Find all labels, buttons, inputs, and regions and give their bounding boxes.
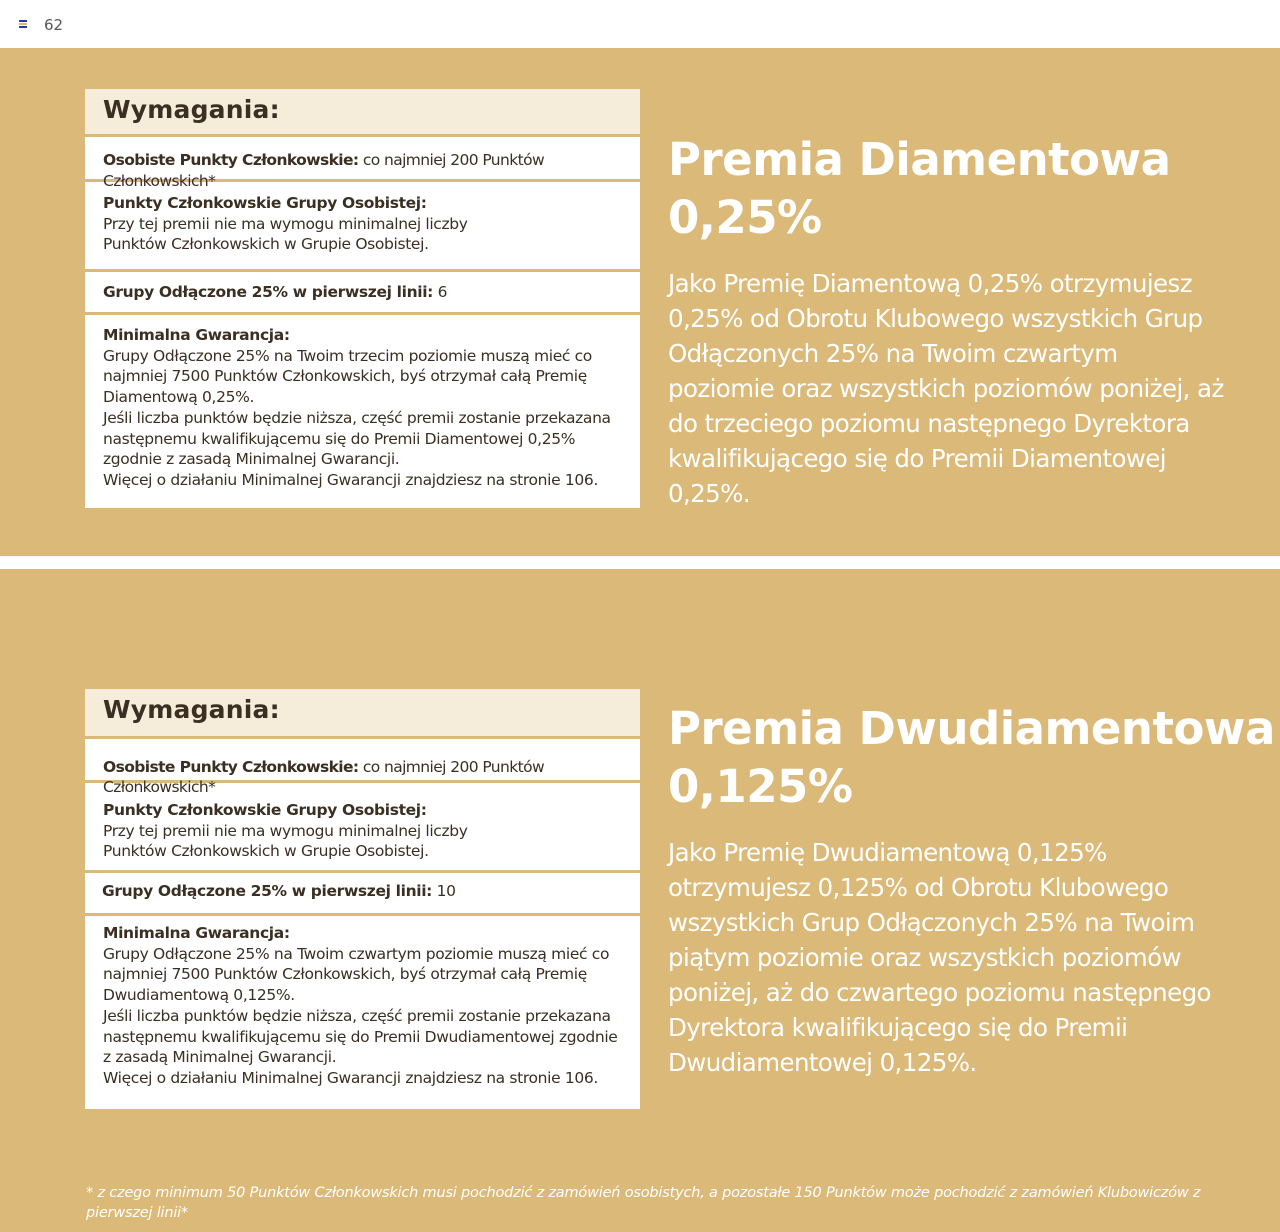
requirements-heading — [85, 89, 640, 137]
bonus-title-diamond — [668, 131, 1171, 247]
page-number: 62 — [44, 16, 64, 34]
requirement-label: Minimalna Gwarancja: — [103, 326, 290, 344]
requirement-text: Jeśli liczba punktów będzie niższa, część premii zostanie przekazana następnemu kwalifikującemu się do Premii Diamentowej 0,25% zgodnie z zasadą Minimalnej Gwarancji. — [103, 408, 611, 469]
requirements-card-double-diamond — [85, 689, 640, 1109]
requirement-personal-points — [85, 739, 640, 796]
requirement-label: Grupy Odłączone 25% w pierwszej linii: — [103, 283, 434, 301]
requirement-group-points — [85, 182, 640, 272]
requirements-title: Wymagania: — [103, 695, 280, 724]
footnote: * z czego minimum 50 Punktów Członkowskich musi pochodzić z zamówień osobistych, a pozostałe 150 Punktów może pochodzić z zamówień Klubowiczów z pierwszej linii* — [86, 1185, 1201, 1221]
requirement-text: Przy tej premii nie ma wymogu minimalnej liczby Punktów Członkowskich w Grupie Osobistej. — [103, 214, 468, 254]
bonus-title-line: Premia Diamentowa — [668, 133, 1171, 186]
requirement-value: 10 — [432, 882, 456, 900]
requirement-label: Punkty Członkowskie Grupy Osobistej: — [103, 194, 427, 212]
bonus-title-line: Premia Dwudiamentowa — [668, 702, 1275, 755]
requirement-label: Punkty Członkowskie Grupy Osobistej: — [103, 801, 427, 819]
requirement-label: Grupy Odłączone 25% w pierwszej linii: — [102, 882, 433, 900]
requirement-minimum-guarantee — [85, 315, 640, 508]
page-header — [0, 0, 1280, 48]
requirement-text: Więcej o działaniu Minimalnej Gwarancji znajdziesz na stronie 106. — [103, 470, 598, 489]
requirements-title: Wymagania: — [103, 95, 280, 124]
requirement-label: Osobiste Punkty Członkowskie: — [103, 151, 359, 169]
requirements-card-diamond — [85, 89, 640, 508]
requirement-first-line-groups — [85, 873, 640, 916]
bonus-title-double-diamond — [668, 700, 1275, 816]
requirement-first-line-groups — [85, 272, 640, 315]
requirements-heading — [85, 689, 640, 739]
requirement-text: Grupy Odłączone 25% na Twoim trzecim poziomie muszą mieć co najmniej 7500 Punktów Członkowskich, byś otrzymał całą Premię Diamentową 0,25%. — [103, 346, 592, 407]
requirement-minimum-guarantee — [85, 916, 640, 1109]
requirement-value: co najmniej 200 Punktów Członkowskich* — [103, 758, 545, 796]
bonus-description-diamond: Jako Premię Diamentową 0,25% otrzymujesz 0,25% od Obrotu Klubowego wszystkich Grup Odłączonych 25% na Twoim czwartym poziomie oraz wszystkich poziomów poniżej, aż do trzeciego poziomu następnego Dyrektora kwalifikującego się do Premii Diamentowej 0,25%. — [668, 269, 1224, 508]
bonus-description-double-diamond: Jako Premię Dwudiamentową 0,125% otrzymujesz 0,125% od Obrotu Klubowego wszystkich Grup Odłączonych 25% na Twoim piątym poziomie oraz wszystkich poziomów poniżej, aż do czwartego poziomu następnego Dyrektora kwalifikującego się do Premii Dwudiamentowej 0,125%. — [668, 838, 1211, 1077]
bonus-percentage: 0,25% — [668, 191, 822, 244]
flag-icon — [19, 20, 27, 28]
requirement-label: Minimalna Gwarancja: — [103, 924, 290, 942]
bonus-percentage: 0,125% — [668, 760, 853, 813]
requirement-personal-points — [85, 137, 640, 190]
requirement-text: Grupy Odłączone 25% na Twoim czwartym poziomie muszą mieć co najmniej 7500 Punktów Członkowskich, byś otrzymał całą Premię Dwudiamentową 0,125%. — [103, 944, 610, 1005]
requirement-value: co najmniej 200 Punktów Członkowskich* — [103, 151, 545, 190]
requirement-text: Przy tej premii nie ma wymogu minimalnej liczby Punktów Członkowskich w Grupie Osobistej. — [103, 821, 468, 861]
requirement-text: Jeśli liczba punktów będzie niższa, część premii zostanie przekazana następnemu kwalifikującemu się do Premii Dwudiamentowej zgodnie z zasadą Minimalnej Gwarancji. — [103, 1006, 618, 1067]
requirement-label: Osobiste Punkty Członkowskie: — [103, 758, 359, 776]
requirement-text: Więcej o działaniu Minimalnej Gwarancji znajdziesz na stronie 106. — [103, 1068, 598, 1087]
requirement-value: 6 — [433, 283, 448, 301]
